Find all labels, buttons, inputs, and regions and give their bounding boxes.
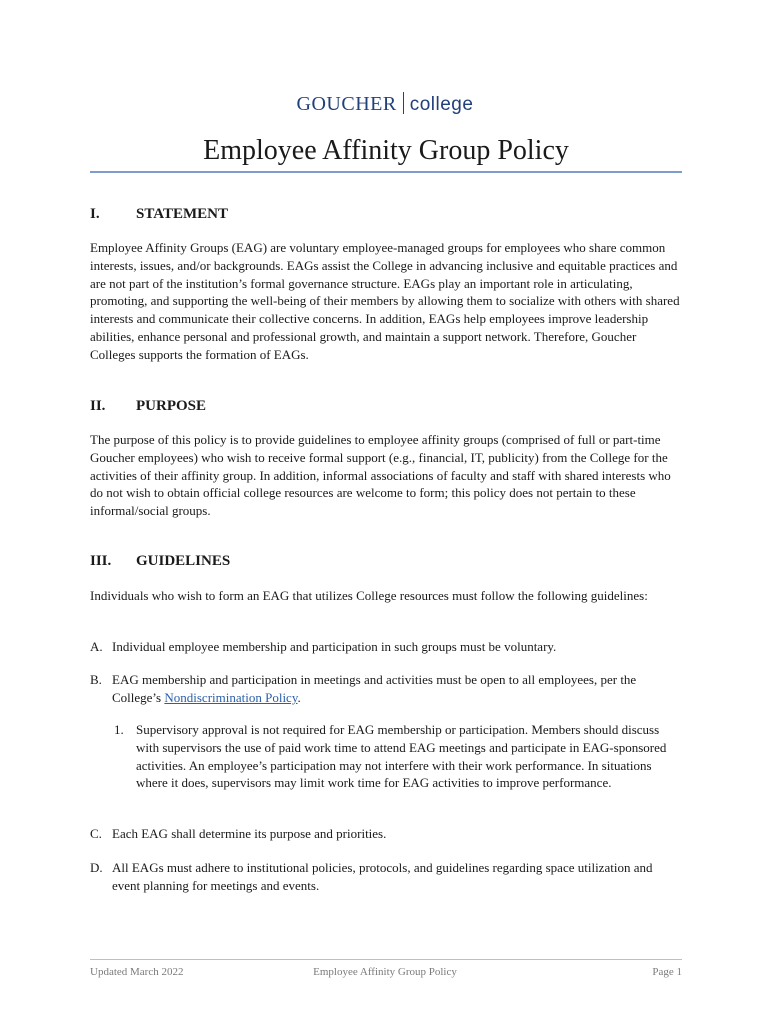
- footer-document-title: Employee Affinity Group Policy: [313, 966, 457, 978]
- section-statement-heading: [90, 204, 682, 224]
- item-text: Individual employee membership and participation in such groups must be voluntary.: [112, 639, 557, 654]
- logo-divider: [403, 92, 404, 114]
- section-title: STATEMENT: [136, 206, 228, 222]
- item-letter: B.: [90, 672, 102, 687]
- item-text: Supervisory approval is not required for EAG membership or participation. Members should discuss with supervisors the use of paid work time to attend EAG meetings and participate in EAG-sponsored activities. An employee’s participation may not interfere with their work performance. In situations where it does, supervisors may limit work time for EAG activities to improve performance.: [136, 722, 667, 791]
- item-text-after: .: [297, 689, 301, 705]
- guidelines-intro: Individuals who wish to form an EAG that utilizes College resources must follow the following guidelines:: [90, 588, 648, 603]
- item-letter: D.: [90, 860, 103, 875]
- footer-page-number: Page 1: [652, 966, 682, 978]
- section-number: I.: [90, 206, 100, 222]
- section-title: PURPOSE: [136, 398, 207, 414]
- guideline-item-b: [90, 671, 682, 707]
- section-title: GUIDELINES: [136, 553, 231, 569]
- footer-divider: [90, 959, 682, 960]
- section-number: II.: [90, 398, 106, 414]
- guideline-item-d: [90, 859, 682, 895]
- page-title: Employee Affinity Group Policy: [203, 135, 569, 166]
- guideline-item-c: [90, 825, 682, 843]
- logo-brand: GOUCHER: [296, 93, 397, 115]
- goucher-college-logo: [0, 90, 770, 119]
- statement-body: Employee Affinity Groups (EAG) are voluntary employee-managed groups for employees who share common interests, issues, and/or backgrounds. EAGs assist the College in advancing inclusive and equitable practices and are not part of the institution’s formal governance structure. EAGs play an important role in articulating, promoting, and supporting the well-being of their members by allowing them to socialize with others with shared interests and communicate their collective concerns. In addition, EAGs help employees improve leadership abilities, enhance personal and professional growth, and maintain a support network. Therefore, Goucher Colleges supports the formation of EAGs.: [90, 240, 680, 362]
- item-text: All EAGs must adhere to institutional policies, protocols, and guidelines regarding space utilization and event planning for meetings and events.: [112, 860, 653, 893]
- logo-sub: college: [409, 94, 474, 115]
- nondiscrimination-policy-link[interactable]: Nondiscrimination Policy: [164, 689, 298, 705]
- guideline-item-a: [90, 638, 682, 656]
- item-text-before: EAG membership and participation in meetings and activities must be open to all employees, per the College’s: [112, 672, 637, 705]
- item-number: 1.: [114, 722, 124, 737]
- section-number: III.: [90, 553, 112, 569]
- item-letter: A.: [90, 639, 103, 654]
- purpose-body: The purpose of this policy is to provide guidelines to employee affinity groups (comprised of full or part-time Goucher employees) who wish to receive formal support (e.g., financial, IT, publicity) from the College for the activities of their affinity group. In addition, informal associations of faculty and staff with shared interests who do not wish to obtain official college resources are welcome to form; this policy does not pertain to these informal/social groups.: [90, 432, 671, 519]
- item-letter: C.: [90, 826, 102, 841]
- title-underline: [90, 171, 682, 173]
- footer-updated-date: Updated March 2022: [90, 966, 184, 978]
- item-text: Each EAG shall determine its purpose and priorities.: [112, 826, 387, 841]
- section-purpose-heading: [90, 396, 682, 416]
- guideline-subitem-1: [114, 721, 682, 792]
- section-guidelines-heading: [90, 551, 682, 571]
- item-text: [112, 671, 682, 707]
